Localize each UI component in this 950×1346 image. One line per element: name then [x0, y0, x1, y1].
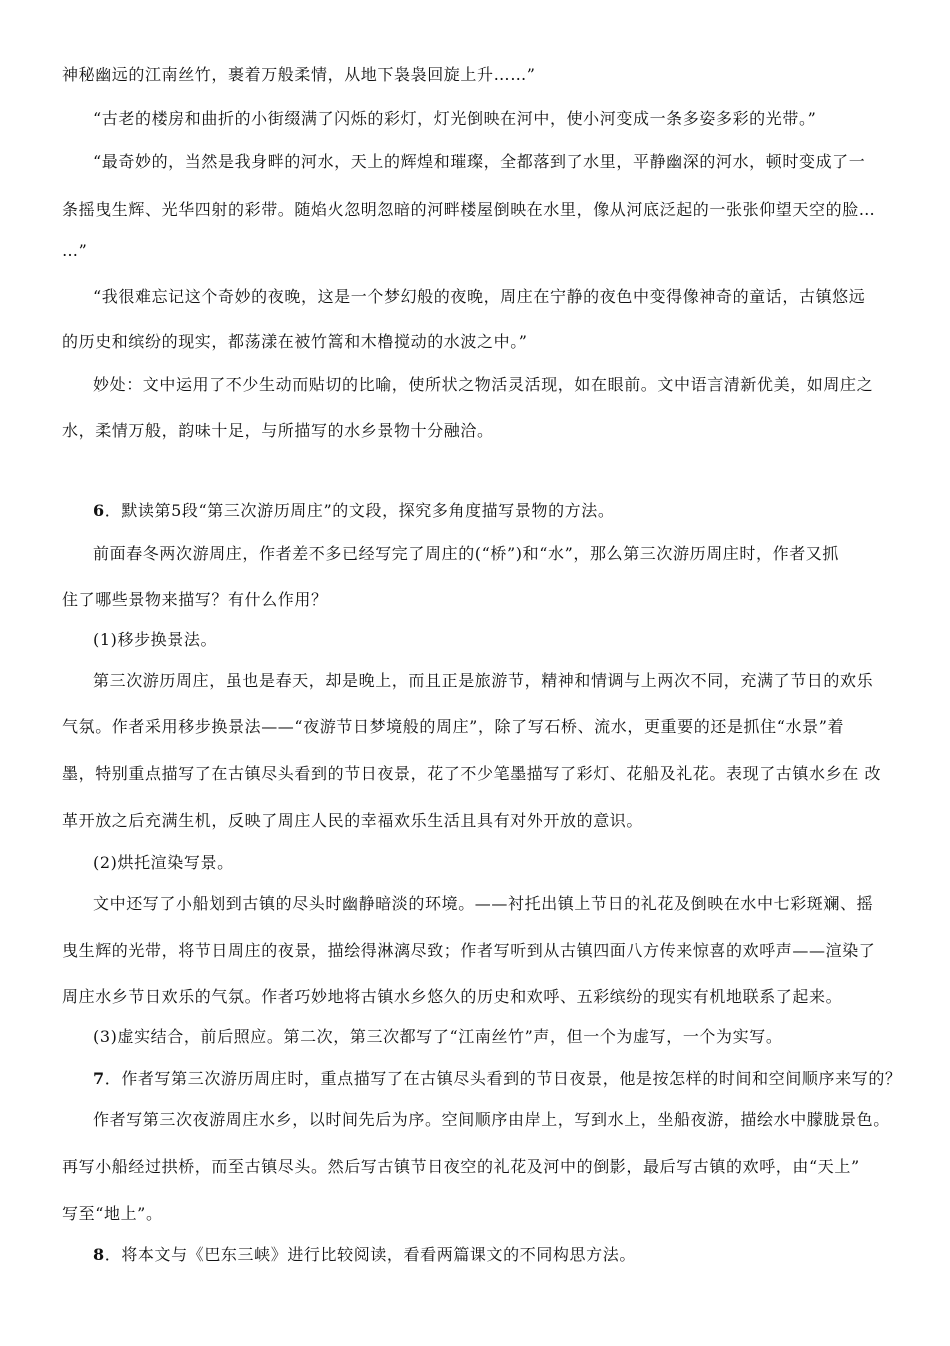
- question-text: ．将本文与《巴东三峡》进行比较阅读，看看两篇课文的不同构思方法。: [104, 1245, 636, 1264]
- text-line: (1)移步换景法。: [93, 630, 218, 649]
- text-line: 文中还写了小船划到古镇的尽头时幽静暗淡的环境。——衬托出镇上节日的礼花及倒映在水中七彩斑斓、摇: [93, 894, 874, 913]
- question-8: [93, 1244, 636, 1266]
- text-line: 妙处：文中运用了不少生动而贴切的比喻，使所状之物活灵活现，如在眼前。文中语言清新优美，如周庄之: [93, 375, 874, 394]
- text-line: 水，柔情万般，韵味十足，与所描写的水乡景物十分融洽。: [62, 421, 494, 440]
- text-line: 条摇曳生辉、光华四射的彩带。随焰火忽明忽暗的河畔楼屋倒映在水里，像从河底泛起的一张张仰望天空的脸…: [62, 200, 876, 219]
- question-number: 7: [93, 1069, 105, 1088]
- question-text: ．作者写第三次游历周庄时，重点描写了在古镇尽头看到的节日夜景，他是按怎样的时间和空间顺序来写的？: [104, 1069, 902, 1088]
- text-line: (3)虚实结合，前后照应。第二次，第三次都写了“江南丝竹”声，但一个为虚写，一个为实写。: [93, 1027, 783, 1046]
- question-6: [93, 500, 614, 522]
- text-line: 写至“地上”。: [62, 1204, 163, 1223]
- text-line: 周庄水乡节日欢乐的气氛。作者巧妙地将古镇水乡悠久的历史和欢呼、五彩缤纷的现实有机地联系了起来。: [62, 987, 843, 1006]
- text-line: 革开放之后充满生机，反映了周庄人民的幸福欢乐生活且具有对外开放的意识。: [62, 811, 644, 830]
- text-line: 前面春冬两次游周庄，作者差不多已经写完了周庄的(“桥”)和“水”，那么第三次游历周庄时，作者又抓: [93, 544, 840, 563]
- question-number: 8: [93, 1245, 105, 1264]
- text-line: “我很难忘记这个奇妙的夜晚，这是一个梦幻般的夜晚，周庄在宁静的夜色中变得像神奇的童话，古镇悠远: [93, 287, 866, 306]
- question-7: [93, 1068, 902, 1090]
- text-line: 神秘幽远的江南丝竹，裹着万般柔情，从地下袅袅回旋上升……”: [62, 65, 536, 84]
- text-line: “最奇妙的，当然是我身畔的河水，天上的辉煌和璀璨，全都落到了水里，平静幽深的河水，顿时变成了一: [93, 152, 866, 171]
- text-line: 曳生辉的光带，将节日周庄的夜景，描绘得淋漓尽致；作者写听到从古镇四面八方传来惊喜的欢呼声——渲染了: [62, 941, 876, 960]
- question-number: 6: [93, 501, 105, 520]
- text-line: 气氛。作者采用移步换景法——“夜游节日梦境般的周庄”，除了写石桥、流水，更重要的还是抓住“水景”着: [62, 717, 845, 736]
- text-line: …”: [62, 241, 88, 260]
- text-line: 住了哪些景物来描写？有什么作用？: [62, 590, 328, 609]
- text-line: 第三次游历周庄，虽也是春天，却是晚上，而且正是旅游节，精神和情调与上两次不同，充满了节日的欢乐: [93, 671, 874, 690]
- text-line: 再写小船经过拱桥，而至古镇尽头。然后写古镇节日夜空的礼花及河中的倒影，最后写古镇的欢呼，由“天上”: [62, 1157, 860, 1176]
- text-line: “古老的楼房和曲折的小街缀满了闪烁的彩灯，灯光倒映在河中，使小河变成一条多姿多彩的光带。”: [93, 109, 817, 128]
- text-line: 墨，特别重点描写了在古镇尽头看到的节日夜景，花了不少笔墨描写了彩灯、花船及礼花。表现了古镇水乡在 改: [62, 764, 882, 783]
- text-line: 的历史和缤纷的现实，都荡漾在被竹篙和木橹搅动的水波之中。”: [62, 332, 528, 351]
- text-line: (2)烘托渲染写景。: [93, 853, 234, 872]
- text-line: 作者写第三次夜游周庄水乡，以时间先后为序。空间顺序由岸上，写到水上，坐船夜游，描绘水中朦胧景色。: [93, 1110, 890, 1129]
- question-text: ．默读第5段“第三次游历周庄”的文段，探究多角度描写景物的方法。: [104, 501, 615, 520]
